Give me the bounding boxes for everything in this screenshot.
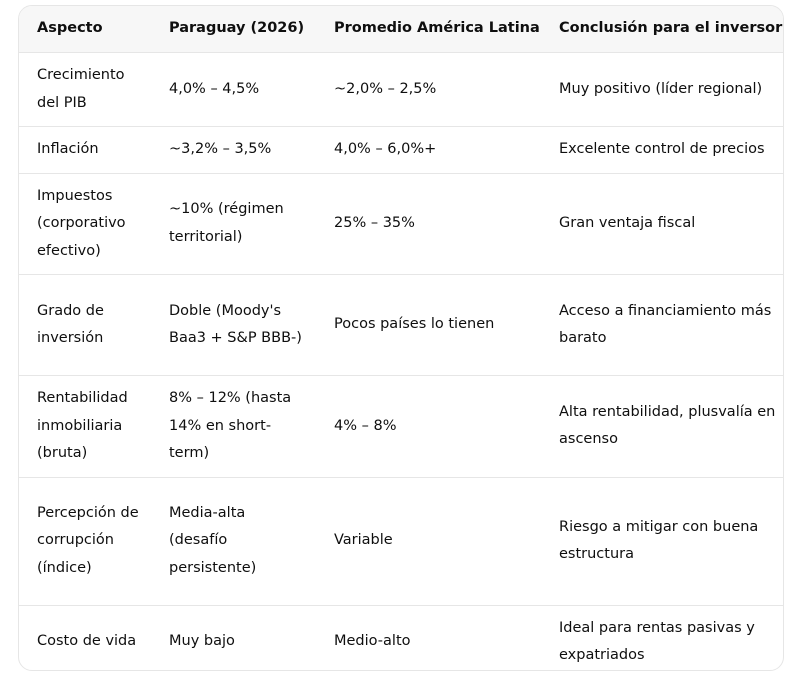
cell-paraguay: 4,0% – 4,5% [151, 53, 316, 127]
cell-promedio: Medio-alto [316, 605, 541, 671]
header-row [19, 6, 784, 53]
cell-conclusion: Riesgo a mitigar con buena estructura [541, 477, 784, 605]
cell-paraguay: Media-alta (desafío persistente) [151, 477, 316, 605]
cell-paraguay: ~10% (régimen territorial) [151, 173, 316, 275]
table-body [19, 53, 784, 672]
cell-aspecto: Grado de inversión [19, 275, 151, 376]
cell-conclusion: Excelente control de precios [541, 127, 784, 174]
cell-promedio: 25% – 35% [316, 173, 541, 275]
cell-aspecto: Costo de vida [19, 605, 151, 671]
table-row [19, 127, 784, 174]
cell-aspecto: Percepción de corrupción (índice) [19, 477, 151, 605]
comparison-table [19, 6, 784, 671]
cell-paraguay: Muy bajo [151, 605, 316, 671]
cell-promedio: 4,0% – 6,0%+ [316, 127, 541, 174]
cell-conclusion: Gran ventaja fiscal [541, 173, 784, 275]
header-paraguay: Paraguay (2026) [151, 6, 316, 53]
cell-paraguay: ~3,2% – 3,5% [151, 127, 316, 174]
cell-conclusion: Muy positivo (líder regional) [541, 53, 784, 127]
cell-promedio: Variable [316, 477, 541, 605]
cell-conclusion: Ideal para rentas pasivas y expatriados [541, 605, 784, 671]
cell-aspecto: Crecimiento del PIB [19, 53, 151, 127]
cell-aspecto: Impuestos (corporativo efectivo) [19, 173, 151, 275]
header-aspecto: Aspecto [19, 6, 151, 53]
table-header [19, 6, 784, 53]
table-row [19, 173, 784, 275]
cell-conclusion: Alta rentabilidad, plusvalía en ascenso [541, 376, 784, 478]
header-conclusion: Conclusión para el inversor [541, 6, 784, 53]
cell-conclusion: Acceso a financiamiento más barato [541, 275, 784, 376]
table-row [19, 275, 784, 376]
cell-paraguay: Doble (Moody's Baa3 + S&P BBB-) [151, 275, 316, 376]
table-row [19, 53, 784, 127]
cell-promedio: 4% – 8% [316, 376, 541, 478]
table-row [19, 477, 784, 605]
table-row [19, 376, 784, 478]
cell-aspecto: Rentabilidad inmobiliaria (bruta) [19, 376, 151, 478]
cell-paraguay: 8% – 12% (hasta 14% en short-term) [151, 376, 316, 478]
cell-promedio: ~2,0% – 2,5% [316, 53, 541, 127]
comparison-table-card [18, 5, 784, 671]
header-promedio-latam: Promedio América Latina [316, 6, 541, 53]
cell-promedio: Pocos países lo tienen [316, 275, 541, 376]
table-row [19, 605, 784, 671]
cell-aspecto: Inflación [19, 127, 151, 174]
